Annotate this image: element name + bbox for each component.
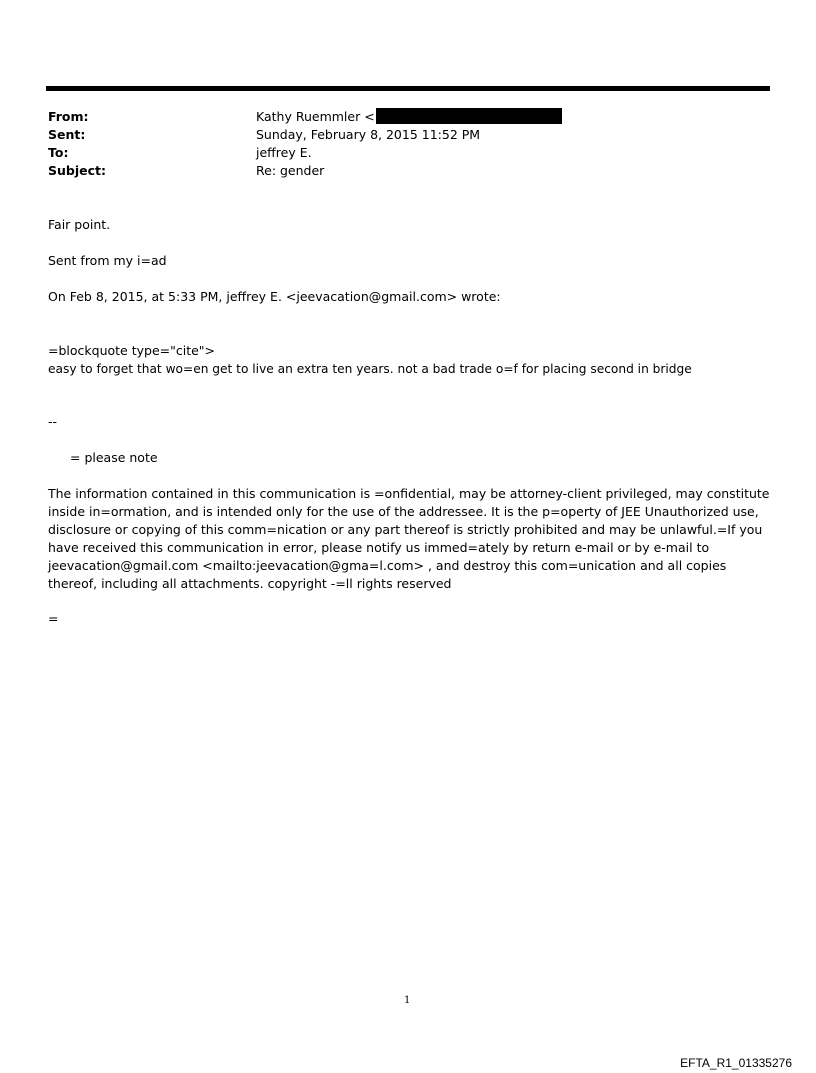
from-name: Kathy Ruemmler <	[256, 109, 375, 124]
sent-value: Sunday, February 8, 2015 11:52 PM	[256, 127, 481, 142]
bates-number: EFTA_R1_01335276	[680, 1056, 792, 1070]
body-line: =blockquote type="cite">	[48, 343, 216, 358]
subject-label: Subject:	[48, 163, 106, 178]
body-line: Sent from my i=ad	[48, 253, 167, 268]
from-value	[256, 108, 562, 126]
sent-label: Sent:	[48, 127, 86, 142]
disclaimer-paragraph: The information contained in this communication is =onfidential, may be attorney-client privileged, may constitute inside in=ormation, and is intended only for the use of the addressee. It is the p=operty of JEE Unauthorized use, disclosure or copying of this comm=nication or any part thereof is strictly prohibited and may be unlawful.=If you have received this communication in error, please notify us immed=ately by return e-mail or by e-mail to jeevacation@gmail.com <mailto:jeevacation@gma=l.com> , and destroy this com=unication and all copies thereof, including all attachments. copyright -=ll rights reserved	[48, 486, 770, 591]
to-label: To:	[48, 145, 69, 160]
quote-attribution: On Feb 8, 2015, at 5:33 PM, jeffrey E. <jeevacation@gmail.com> wrote:	[48, 289, 501, 304]
signature-separator: --	[48, 414, 58, 429]
redaction-box	[376, 108, 562, 124]
note-line: = please note	[70, 450, 158, 465]
quoted-text: easy to forget that wo=en get to live an extra ten years. not a bad trade o=f for placing second in bridge	[48, 362, 692, 376]
subject-value: Re: gender	[256, 163, 325, 178]
to-value: jeffrey E.	[256, 145, 312, 160]
page-number: 1	[404, 995, 411, 1006]
body-line: =	[48, 611, 59, 626]
body-line: Fair point.	[48, 217, 111, 232]
header-rule	[46, 86, 770, 91]
from-label: From:	[48, 109, 89, 124]
